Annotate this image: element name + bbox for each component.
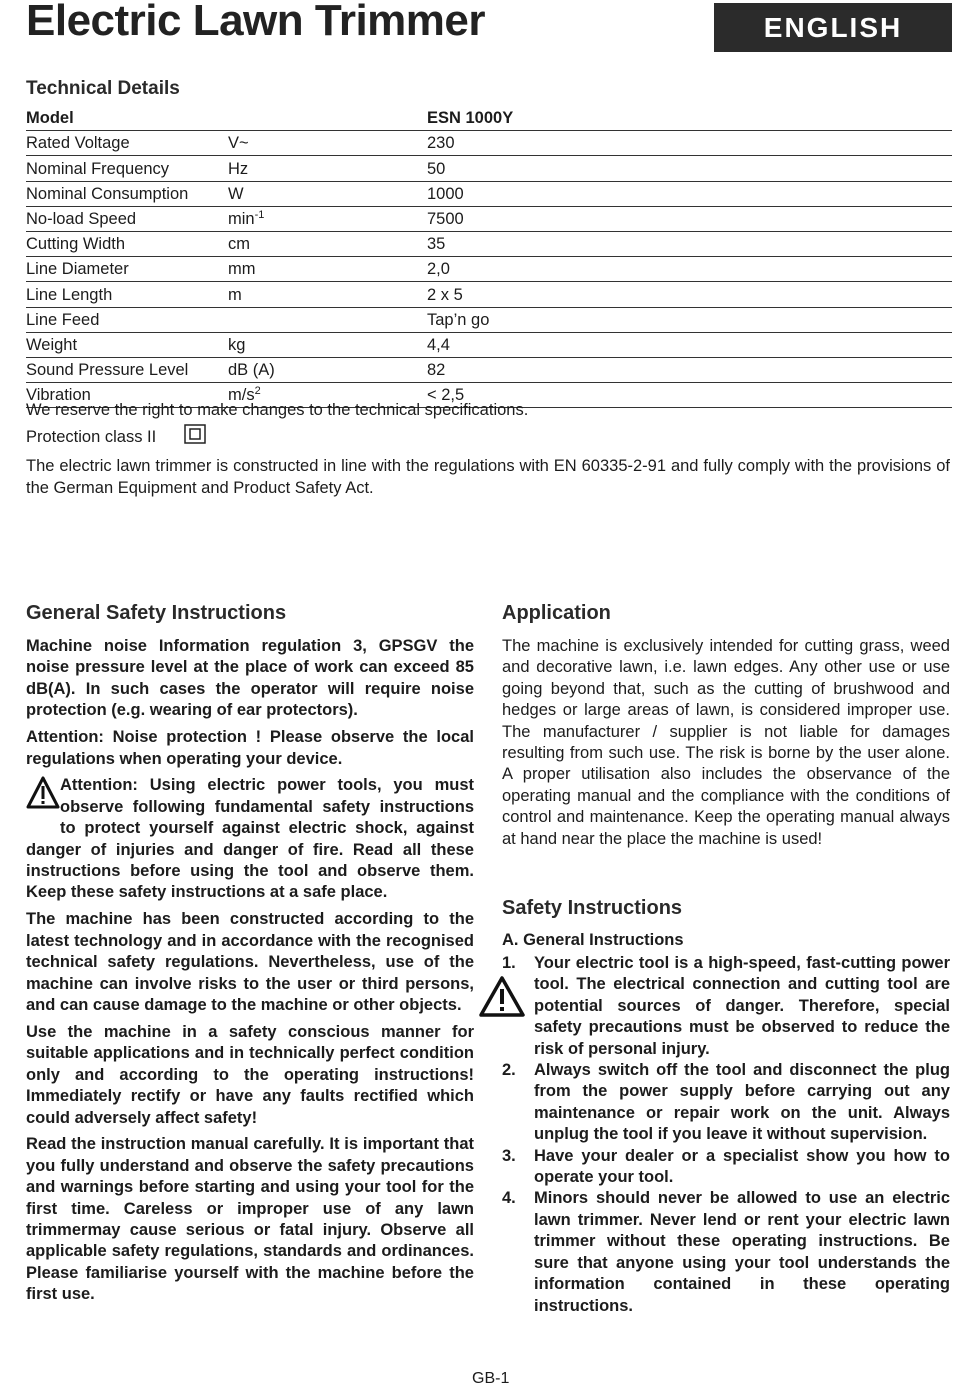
spec-value: 7500 — [427, 209, 464, 228]
spec-unit: dB (A) — [228, 361, 275, 380]
reserve-note: We reserve the right to make changes to the technical specifications. — [26, 401, 529, 419]
power-tool-warning-text: Attention: Using electric power tools, you must observe following fundamental safety instructions to protect yourself against electric shock, against danger of injuries and danger of fire. Read all these instructions before using the tool and observe them. Keep these safety instructions at a safe place. — [26, 776, 474, 902]
spec-row — [26, 131, 952, 156]
protection-class-ii-icon — [184, 424, 206, 444]
spec-value: < 2,5 — [427, 386, 465, 405]
spec-value: 4,4 — [427, 335, 450, 354]
spec-label: Nominal Consumption — [26, 184, 189, 203]
spec-value: 2 x 5 — [427, 285, 463, 304]
general-instructions-list — [502, 953, 950, 1317]
spec-label: Line Feed — [26, 310, 100, 329]
spec-value: 35 — [427, 235, 446, 254]
spec-label: Nominal Frequency — [26, 159, 170, 178]
list-item-number: 4. — [502, 1189, 516, 1208]
safe-use-paragraph: Use the machine in a safety conscious manner for suitable applications and in technically perfect condition only and according to the operating instructions! Immediately rectify or have any faults rectified which could adversely affect safety! — [26, 1022, 474, 1127]
general-safety-heading: General Safety Instructions — [26, 602, 287, 624]
noise-info-paragraph: Machine noise Information regulation 3, GPSGV the noise pressure level at the place of work can exceed 85 dB(A). In such cases the operator will require noise protection (e.g. wearing of ear protectors). — [26, 637, 474, 720]
list-item-text: Have your dealer or a specialist show you how to operate your tool. — [534, 1146, 950, 1187]
read-manual-paragraph: Read the instruction manual carefully. It is important that you fully understand and observe the safety precautions and warnings before starting and using your tool for the first time. Careless or improper use of any lawn trimmermay cause serious or fatal injury. Observe all applicable safety regulations, standards and ordinances. Please familiarise yourself with the machine before the first use. — [26, 1135, 474, 1304]
spec-row — [26, 333, 952, 358]
spec-unit: $\min^{-1}$ — [228, 208, 265, 228]
spec-header-model: ESN 1000Y — [427, 109, 514, 128]
spec-unit: W — [228, 184, 244, 203]
spec-label: Vibration — [26, 386, 91, 405]
list-item — [502, 1188, 950, 1316]
application-text — [502, 636, 950, 850]
power-tool-warning-paragraph — [26, 775, 474, 903]
spec-row — [26, 358, 952, 383]
spec-label: Line Diameter — [26, 260, 129, 279]
list-item-number: 2. — [502, 1061, 516, 1080]
spec-row — [26, 156, 952, 181]
spec-unit: mm — [228, 260, 256, 279]
protection-class-label: Protection class II — [26, 428, 157, 446]
spec-label: Sound Pressure Level — [26, 361, 189, 380]
spec-row — [26, 282, 952, 307]
technical-details-heading: Technical Details — [26, 78, 180, 99]
list-item-number: 1. — [502, 954, 516, 972]
spec-unit: Hz — [228, 159, 249, 178]
safety-instructions-heading: Safety Instructions — [502, 897, 683, 919]
spec-label: Weight — [26, 335, 78, 354]
application-paragraph: The machine is exclusively intended for cutting grass, weed and decorative lawn, i.e. lawn edges. Any other use or use going beyond that, such as the cutting of brushwood and hedges or large areas of lawn, is considered improper use. The manufacturer / supplier is not liable for damages resulting from such use. The risk is borne by the user alone. A proper utilisation also includes the observance of the operating manual and the compliance with the conditions of control and maintenance. Keep the operating manual always at hand near the place the machine is used! — [502, 637, 950, 848]
spec-row — [26, 182, 952, 207]
spec-value: Tap’n go — [427, 310, 490, 329]
noise-attention-paragraph: Attention: Noise protection ! Please observe the local regulations when operating your device. — [26, 728, 474, 768]
construction-note: The electric lawn trimmer is constructed in line with the regulations with EN 60335-2-91 and fully comply with the provisions of the German Equipment and Product Safety Act. — [26, 457, 950, 497]
spec-label: No-load Speed — [26, 209, 137, 228]
spec-row — [26, 232, 952, 257]
technology-paragraph: The machine has been constructed according to the latest technology and in accordance with the recognised technical safety regulations. Nevertheless, use of the machine can involve risks to the user or third persons, and can cause damage to the machine or other objects. — [26, 910, 474, 1014]
spec-header-row — [26, 106, 952, 131]
page-number: GB-1 — [472, 1370, 510, 1387]
list-item-text: Your electric tool is a high-speed, fast-cutting power tool. The electrical connection and cutting tool are potential sources of danger. Therefore, special safety precautions must be observed to reduce the risk of personal injury. — [534, 954, 950, 1058]
language-badge: ENGLISH — [714, 3, 952, 52]
spec-value: 50 — [427, 159, 446, 178]
warning-triangle-icon — [26, 775, 60, 825]
spec-label: Cutting Width — [26, 235, 126, 254]
spec-unit-exponent: 2 — [254, 385, 261, 398]
spec-row — [26, 207, 952, 232]
spec-value: 82 — [427, 361, 446, 380]
list-item — [502, 1146, 950, 1189]
spec-label: Line Length — [26, 285, 113, 304]
spec-table — [26, 106, 952, 408]
application-heading: Application — [502, 602, 611, 624]
spec-row — [26, 257, 952, 282]
list-item-text: Minors should never be allowed to use an electric lawn trimmer. Never lend or rent your electric lawn trimmer without these operating instructions. Be sure that anyone using your tool understands the information contained in these operating instructions. — [534, 1189, 950, 1315]
spec-value: 230 — [427, 134, 455, 153]
spec-label: Rated Voltage — [26, 134, 130, 153]
page-title: Electric Lawn Trimmer — [26, 0, 486, 45]
spec-unit: V~ — [228, 134, 249, 153]
spec-value: 1000 — [427, 184, 464, 203]
spec-unit-exponent: -1 — [254, 208, 265, 221]
spec-value: 2,0 — [427, 260, 450, 279]
spec-unit: $m/s^2$ — [228, 385, 261, 405]
spec-row — [26, 308, 952, 333]
general-safety-text — [26, 636, 474, 1311]
spec-unit: m — [228, 285, 242, 304]
spec-unit: kg — [228, 335, 246, 354]
list-item-number: 3. — [502, 1146, 516, 1165]
list-item — [502, 1060, 950, 1146]
list-item — [502, 953, 950, 1060]
list-item-text: Always switch off the tool and disconnect the plug from the power supply before carrying out any maintenance or repair work on the unit. Always unplug the tool if you leave it without supervision. — [534, 1061, 950, 1144]
spec-header-label: Model — [26, 109, 74, 128]
general-instructions-subheading: A. General Instructions — [502, 931, 684, 949]
spec-unit: cm — [228, 235, 250, 254]
